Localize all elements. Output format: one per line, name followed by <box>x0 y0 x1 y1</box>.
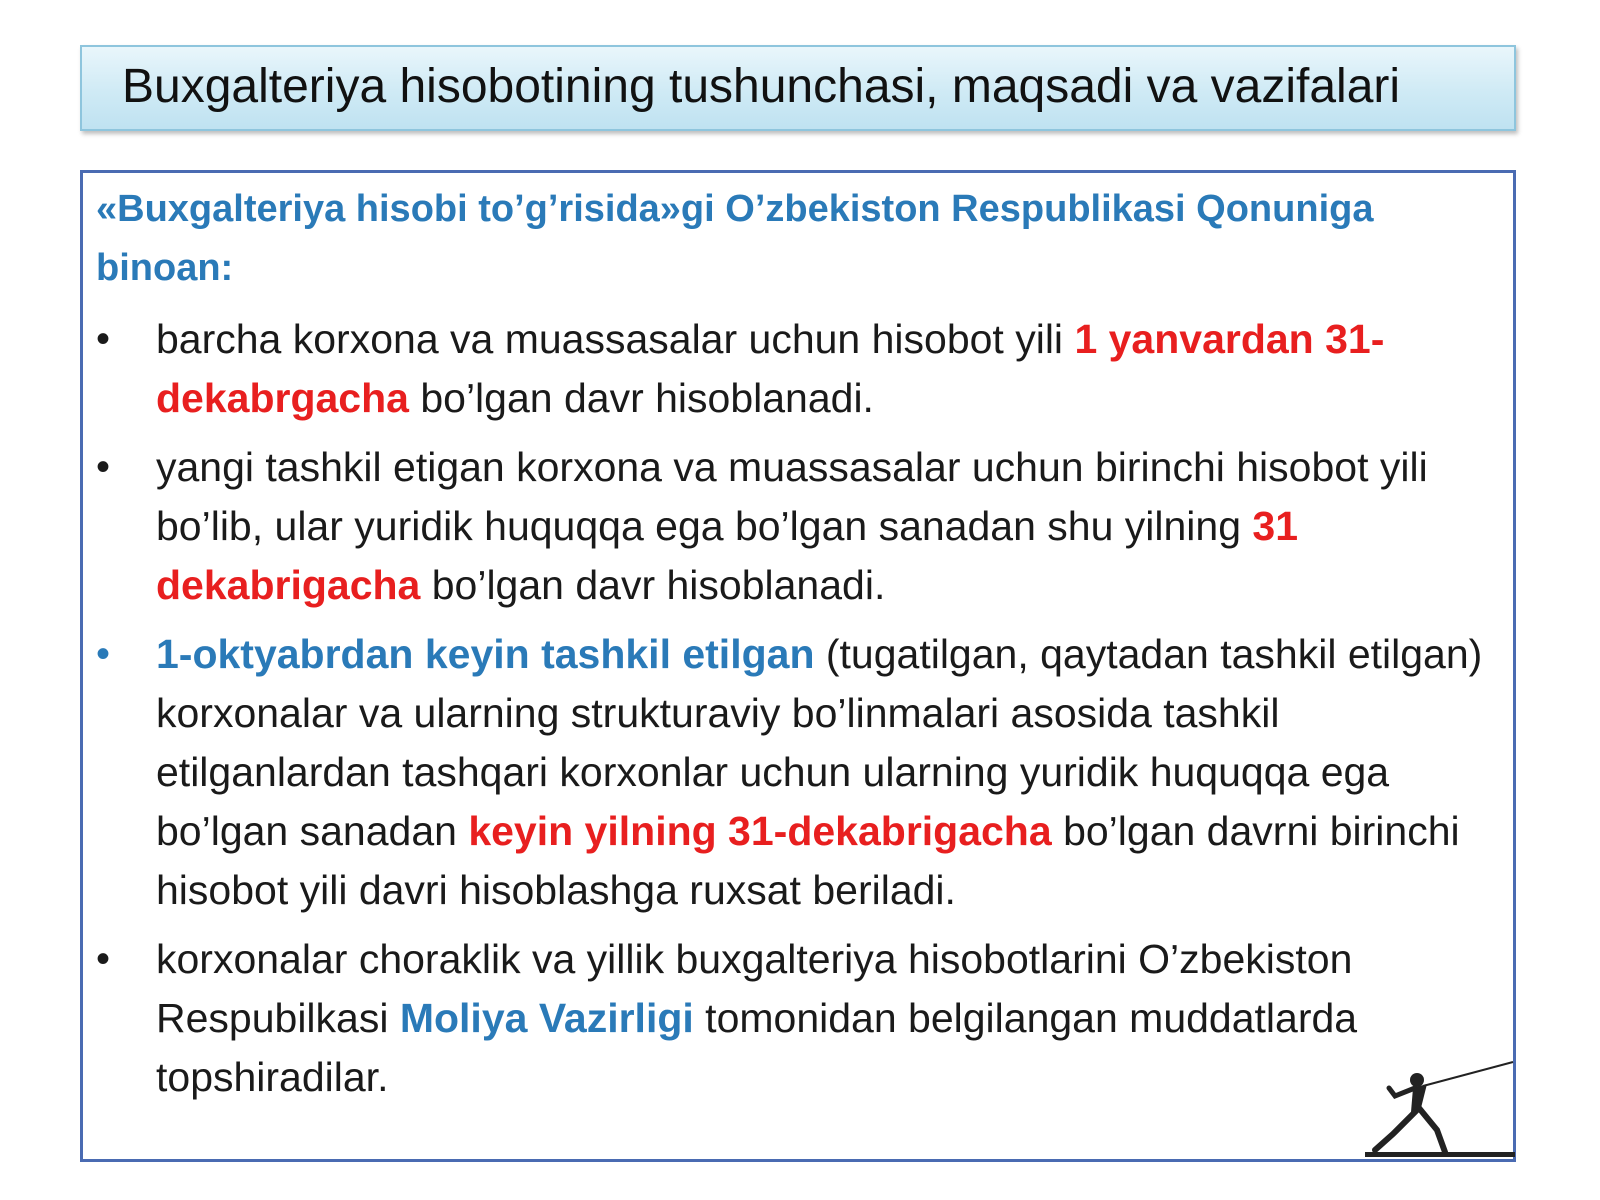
highlight-phrase: 1-oktyabrdan keyin tashkil etilgan <box>156 631 815 677</box>
item-text-part: korxonalar choraklik va yillik buxgalteriya hisobotlarini O’zbekiston Respubilkasi <box>156 936 1353 1041</box>
list-item <box>96 625 1496 920</box>
item-text-part: bo’lgan davrni birinchi hisobot yili davri hisoblashga ruxsat beriladi. <box>156 808 1460 913</box>
item-text <box>156 930 1496 1107</box>
item-text-part: bo’lgan davr hisoblanadi. <box>420 562 886 608</box>
highlight-date: 1 yanvardan 31-dekabrgacha <box>156 316 1385 421</box>
item-text-part: yangi tashkil etigan korxona va muassasalar uchun birinchi hisobot yili bo’lib, ular yuridik huquqqa ega bo’lgan sanadan shu yilning <box>156 444 1428 549</box>
bullet-icon: • <box>96 632 111 676</box>
highlight-ministry: Moliya Vazirligi <box>399 995 694 1041</box>
list-item <box>96 930 1496 1107</box>
fencer-icon <box>1365 1058 1515 1158</box>
item-text <box>156 625 1496 920</box>
item-text <box>156 438 1496 615</box>
title-banner <box>80 45 1516 131</box>
item-text-part: barcha korxona va muassasalar uchun hisobot yili <box>156 316 1075 362</box>
item-text-part: tomonidan belgilangan muddatlarda topshiradilar. <box>156 995 1358 1100</box>
list-item <box>96 310 1496 428</box>
bullet-list <box>96 310 1496 1117</box>
intro-heading: «Buxgalteriya hisobi to’g’risida»gi O’zbekiston Respublikasi Qonuniga binoan: <box>96 188 1374 289</box>
item-text <box>156 310 1496 428</box>
highlight-date: 31 dekabrigacha <box>156 503 1298 608</box>
bullet-icon: • <box>96 317 111 361</box>
slide-title: Buxgalteriya hisobotining tushunchasi, maqsadi va vazifalari <box>122 60 1401 113</box>
item-text-part: (tugatilgan, qaytadan tashkil etilgan) korxonalar va ularning strukturaviy bo’linmalari asosida tashkil etilganlardan tashqari korxonlar uchun ularning yuridik huquqqa ega bo’lgan sanadan <box>156 631 1483 854</box>
bullet-icon: • <box>96 937 111 981</box>
item-text-part: bo’lgan davr hisoblanadi. <box>408 375 874 421</box>
list-item <box>96 438 1496 615</box>
highlight-date: keyin yilning 31-dekabrigacha <box>468 808 1052 854</box>
bullet-icon: • <box>96 445 111 489</box>
